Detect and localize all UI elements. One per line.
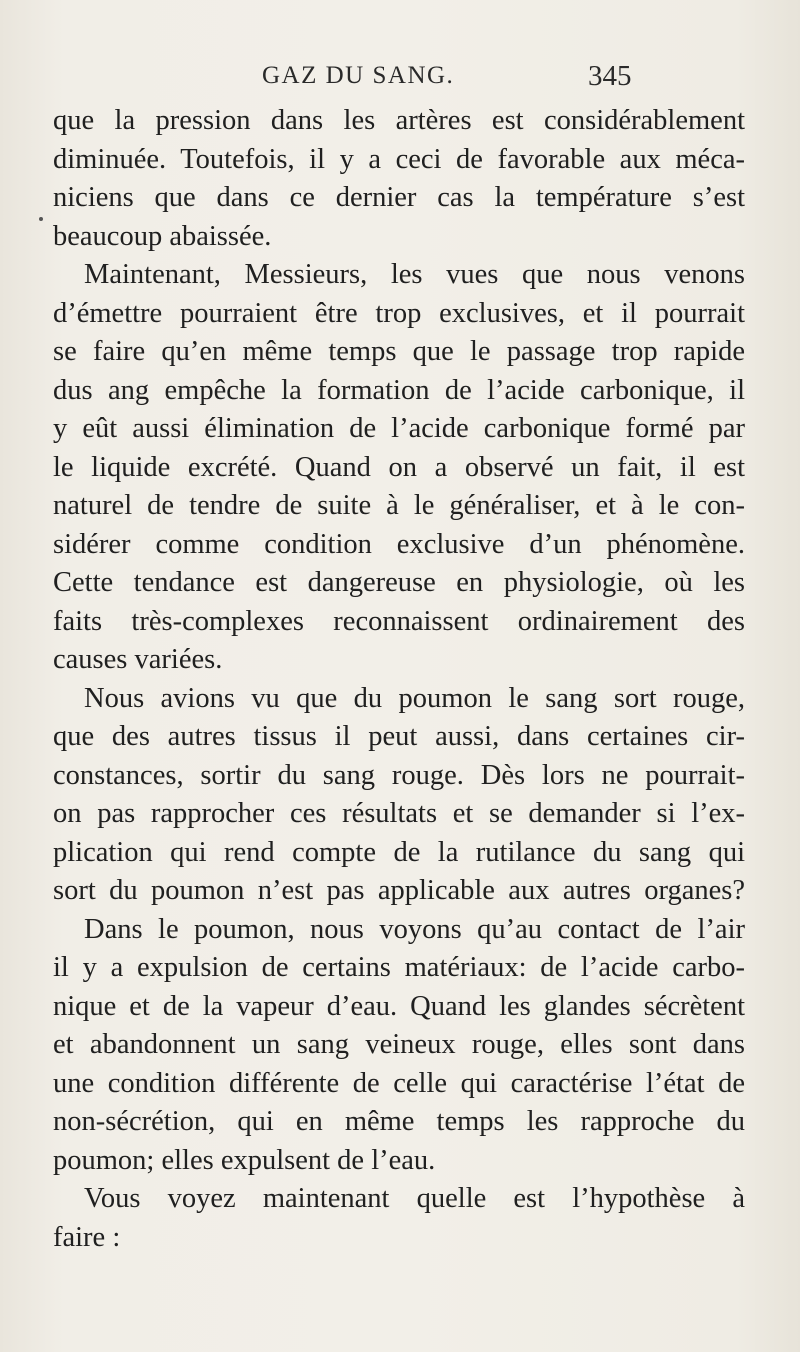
text-line: diminuée. Toutefois, il y a ceci de favorable aux méca- — [53, 143, 745, 175]
text-line: Nous avions vu que du poumon le sang sort rouge, — [84, 682, 745, 714]
text-line: on pas rapprocher ces résultats et se demander si l’ex- — [53, 798, 745, 829]
text-line: que des autres tissus il peut aussi, dans certaines cir- — [53, 721, 745, 752]
text-line: naturel de tendre de suite à le généraliser, et à le con- — [53, 490, 745, 521]
text-line: niciens que dans ce dernier cas la température s’est — [53, 182, 745, 213]
text-line: Dans le poumon, nous voyons qu’au contact de l’air — [84, 913, 745, 945]
text-line: sort du poumon n’est pas applicable aux autres organes? — [53, 875, 745, 906]
text-line: nique et de la vapeur d’eau. Quand les glandes sécrètent — [53, 990, 745, 1022]
text-line: y eût aussi élimination de l’acide carbonique formé par — [53, 413, 745, 444]
text-line: et abandonnent un sang veineux rouge, elles sont dans — [53, 1029, 745, 1060]
text-line: que la pression dans les artères est considérablement — [53, 105, 745, 136]
text-line: Cette tendance est dangereuse en physiologie, où les — [53, 567, 745, 598]
text-line: une condition différente de celle qui caractérise l’état de — [53, 1067, 745, 1099]
text-line: il y a expulsion de certains matériaux: de l’acide carbo- — [53, 952, 745, 983]
page-number: 345 — [588, 60, 632, 92]
margin-dot — [39, 217, 43, 221]
text-line: poumon; elles expulsent de l’eau. — [53, 1144, 436, 1176]
text-line: d’émettre pourraient être trop exclusives, et il pourrait — [53, 297, 745, 329]
text-line: non-sécrétion, qui en même temps les rapproche du — [53, 1106, 745, 1137]
text-line: sidérer comme condition exclusive d’un phénomène. — [53, 528, 745, 560]
text-line: Vous voyez maintenant quelle est l’hypothèse à — [84, 1183, 745, 1214]
text-line: se faire qu’en même temps que le passage trop rapide — [53, 336, 745, 367]
body-text — [53, 102, 745, 1257]
text-line: plication qui rend compte de la rutilance du sang qui — [53, 836, 745, 868]
text-line: le liquide excrété. Quand on a observé un fait, il est — [53, 451, 745, 483]
text-line: faire : — [53, 1221, 121, 1253]
text-line: beaucoup abaissée. — [53, 220, 272, 252]
text-line: Maintenant, Messieurs, les vues que nous venons — [84, 259, 745, 290]
running-title: GAZ DU SANG. — [262, 62, 455, 89]
text-line: constances, sortir du sang rouge. Dès lors ne pourrait- — [53, 759, 745, 791]
text-line: faits très-complexes reconnaissent ordinairement des — [53, 605, 745, 637]
text-line: dus ang empêche la formation de l’acide carbonique, il — [53, 374, 745, 406]
running-head — [0, 62, 800, 102]
text-line: causes variées. — [53, 644, 223, 675]
